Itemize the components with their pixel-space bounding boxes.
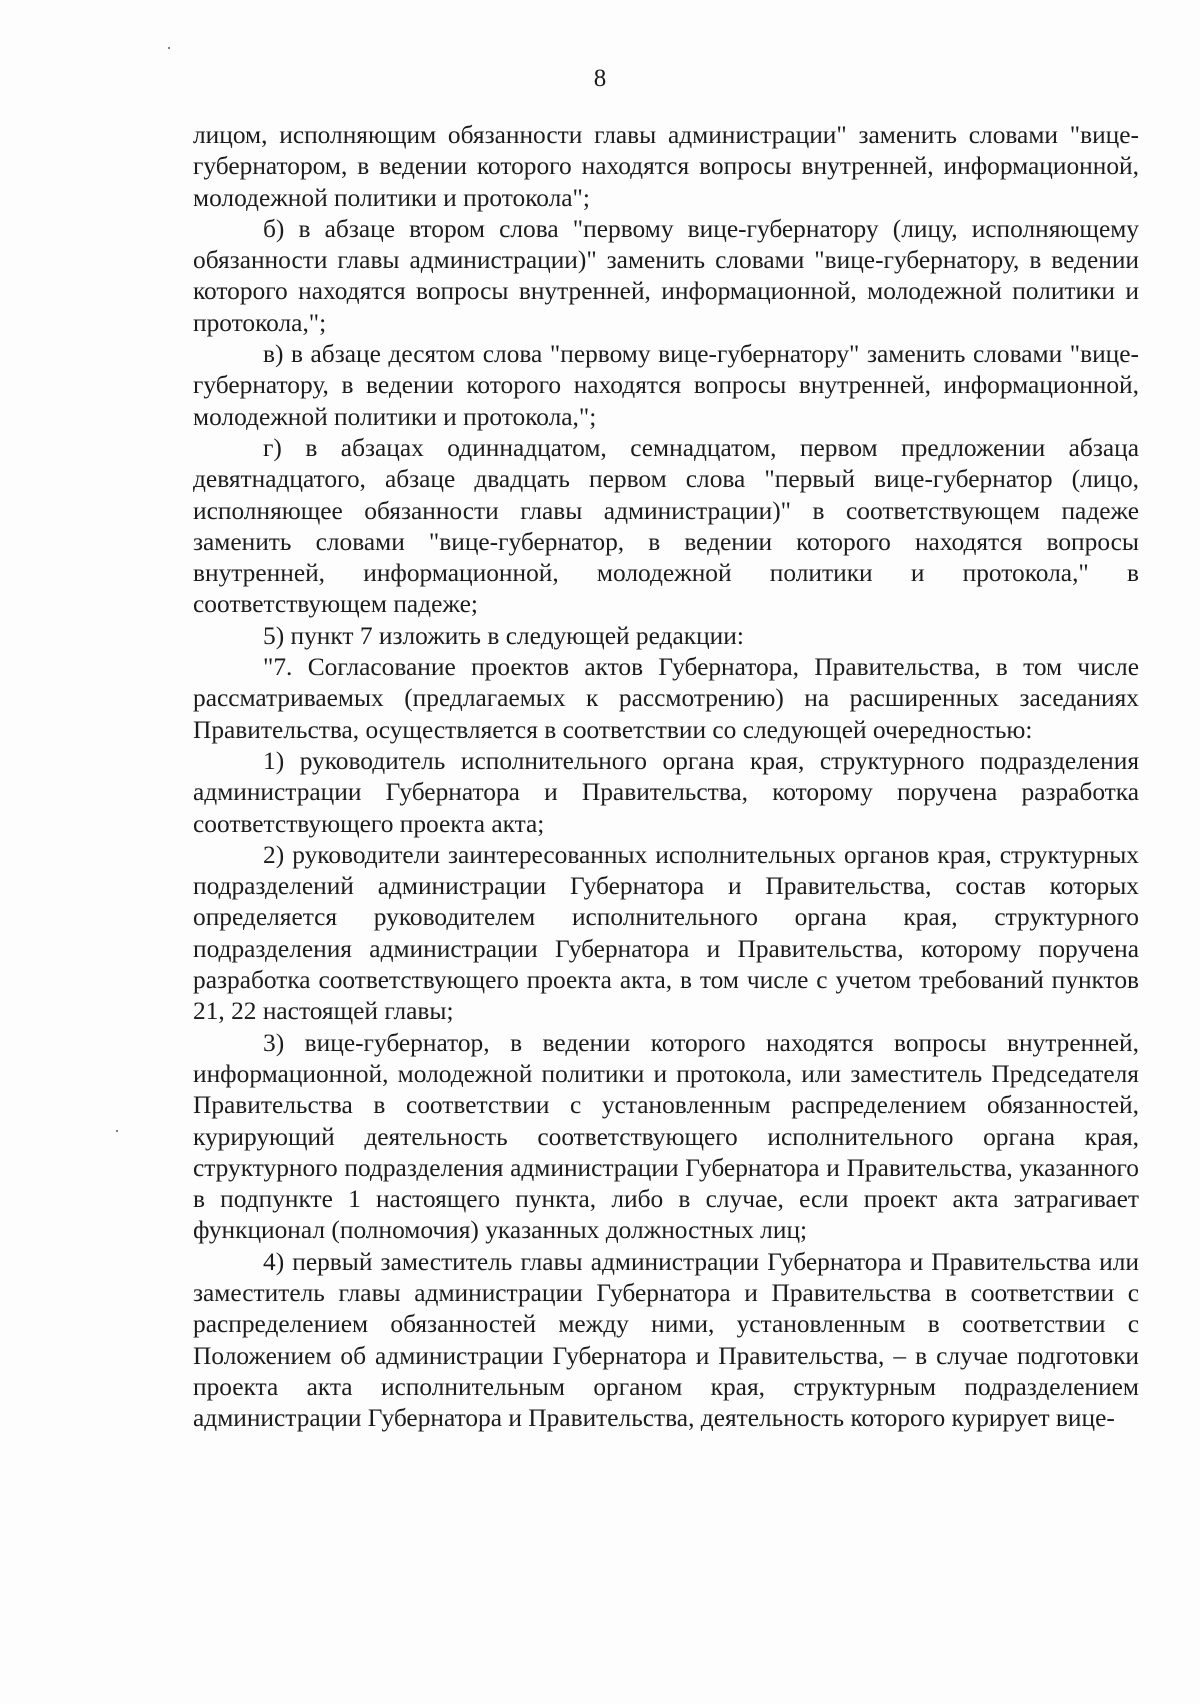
paragraph-item-v: в) в абзаце десятом слова "первому вице-губернатору" заменить словами "вице-губернатору, в ведении которого находятся вопросы внутренней, информационной, молодежной политики и протокола,"; [193,340,1139,431]
paragraph-item-b: б) в абзаце втором слова "первому вице-губернатору (лицу, исполняющему обязанности главы администрации)" заменить словами "вице-губернатору, в ведении которого находятся вопросы внутренней, информационной, молодежной политики и протокола,"; [193,214,1139,337]
paragraph-continuation: лицом, исполняющим обязанности главы администрации" заменить словами "вице-губернатором, в ведении которого находятся вопросы внутренней, информационной, молодежной политики и протокола"; [193,121,1139,212]
paragraph-point-7: "7. Согласование проектов актов Губернатора, Правительства, в том числе рассматриваемых (предлагаемых к рассмотрению) на расширенных заседаниях Правительства, осуществляется в соответствии со следующей очередностью: [193,653,1139,744]
scan-speck [168,47,170,49]
paragraph-subitem-2: 2) руководители заинтересованных исполнительных органов края, структурных подразделений администрации Губернатора и Правительства, состав которых определяется руководителем исполнительного органа края, структурного подразделения администрации Губернатора и Правительства, которому поручена разработка соответствующего проекта акта, в том числе с учетом требований пунктов 21, 22 настоящей главы; [193,840,1139,1026]
paragraph-item-5: 5) пункт 7 изложить в следующей редакции: [263,621,744,650]
paragraph-subitem-3: 3) вице-губернатор, в ведении которого находятся вопросы внутренней, информационной, молодежной политики и протокола, или заместитель Председателя Правительства в соответствии с установленным распределением обязанностей, курирующий деятельность соответствующего исполнительного органа края, структурного подразделения администрации Губернатора и Правительства, указанного в подпункте 1 настоящего пункта, либо в случае, если проект акта затрагивает функционал (полномочия) указанных должностных лиц; [193,1028,1139,1245]
document-body [193,120,1139,1434]
paragraph-item-g: г) в абзацах одиннадцатом, семнадцатом, первом предложении абзаца девятнадцатого, абзаце двадцать первом слова "первый вице-губернатор (лицо, исполняющее обязанности главы администрации)" в соответствующем падеже заменить словами "вице-губернатор, в ведении которого находятся вопросы внутренней, информационной, молодежной политики и протокола," в соответствующем падеже; [193,433,1139,619]
paragraph-subitem-4: 4) первый заместитель главы администрации Губернатора и Правительства или заместитель главы администрации Губернатора и Правительства в соответствии с распределением обязанностей между ними, установленным в соответствии с Положением об администрации Губернатора и Правительства, – в случае подготовки проекта акта исполнительным органом края, структурным подразделением администрации Губернатора и Правительства, деятельность которого курирует вице- [193,1247,1139,1433]
scan-speck [116,1130,118,1132]
paragraph-subitem-1: 1) руководитель исполнительного органа края, структурного подразделения администрации Губернатора и Правительства, которому поручена разработка соответствующего проекта акта; [193,746,1139,838]
page-number: 8 [593,65,607,92]
